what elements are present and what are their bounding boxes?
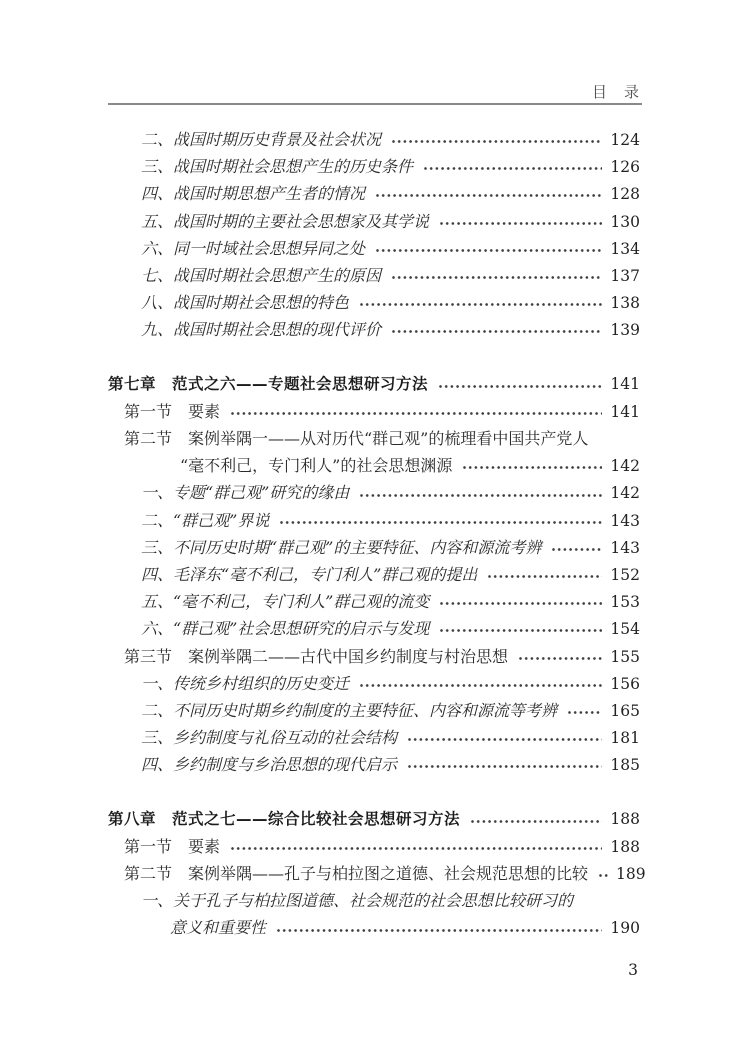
toc-entry-page: 181 <box>610 729 640 748</box>
dot-leader <box>375 247 602 254</box>
footer-page-number: 3 <box>628 961 638 979</box>
toc-entry-title: 四、战国时期思想产生者的情况 <box>141 184 366 204</box>
toc-entry-title: 一、专题“群己观”研究的缘由 <box>141 483 350 503</box>
dot-leader <box>470 818 602 825</box>
toc-entry-title: 八、战国时期社会思想的特色 <box>141 293 350 313</box>
toc-entry-page: 124 <box>610 131 640 149</box>
toc-entry-title: 六、“群己观”社会思想研究的启示与发现 <box>141 619 430 639</box>
dot-leader <box>359 682 602 689</box>
dot-leader <box>230 410 602 417</box>
toc-entry-title: 九、战国时期社会思想的现代评价 <box>141 320 382 340</box>
dot-leader <box>391 274 602 281</box>
header-rule <box>108 103 642 105</box>
toc-entry-page: 142 <box>610 457 640 476</box>
toc-entry <box>108 507 640 534</box>
toc-entry <box>108 914 640 941</box>
toc-entry <box>108 180 640 207</box>
dot-leader <box>439 600 602 607</box>
toc-entry-page: 143 <box>610 511 640 530</box>
toc-entry <box>108 561 640 588</box>
dot-leader <box>423 165 602 172</box>
toc-entry-page: 153 <box>610 593 640 612</box>
toc-entry-title: 三、战国时期社会思想产生的历史条件 <box>141 157 414 177</box>
toc-entry <box>108 262 640 289</box>
toc-entry <box>108 860 646 887</box>
page-footer <box>108 958 638 982</box>
toc-entry-title: 七、战国时期社会思想产生的原因 <box>141 265 382 285</box>
toc-entry-page: 134 <box>610 239 640 258</box>
toc-entry-title: 第七章 范式之六——专题社会思想研习方法 <box>108 374 429 393</box>
toc-entry-page: 155 <box>610 647 640 666</box>
toc-entry-page: 188 <box>610 809 640 828</box>
dot-leader <box>462 464 602 471</box>
dot-leader <box>407 736 602 743</box>
toc-entry <box>108 806 640 833</box>
dot-leader <box>391 328 602 335</box>
toc-entry <box>108 697 640 724</box>
toc-entry <box>108 289 640 316</box>
dot-leader <box>438 383 602 390</box>
dot-leader <box>567 709 602 716</box>
toc-entry <box>108 425 640 452</box>
toc-entry-page: 156 <box>610 674 640 693</box>
dot-leader <box>276 927 602 934</box>
toc-entry <box>108 316 640 343</box>
toc-entry <box>108 887 640 914</box>
dot-leader <box>375 192 602 199</box>
dot-leader <box>359 492 602 499</box>
toc-entry <box>108 751 640 778</box>
toc-entry <box>108 371 640 398</box>
toc-entry-title: 一、传统乡村组织的历史变迁 <box>141 673 350 693</box>
toc-entry-page: 142 <box>610 484 640 503</box>
toc-entry-title: 四、毛泽东“毫不利己，专门利人”群己观的提出 <box>141 565 478 584</box>
toc-entry-title: 第二节 案例举隅——孔子与柏拉图之道德、社会规范思想的比较 <box>124 864 589 884</box>
toc-entry-page: 138 <box>610 294 640 313</box>
toc-entry-page: 137 <box>610 266 640 285</box>
toc-entry <box>108 398 640 425</box>
toc-entry <box>108 208 640 235</box>
toc-entry-page: 141 <box>610 374 640 393</box>
toc-entry-page: 126 <box>610 158 640 177</box>
header-title: 目 录 <box>591 83 640 101</box>
toc-entry <box>108 153 640 180</box>
dot-leader <box>230 845 602 852</box>
toc-entry-title: 五、“毫不利己，专门利人”群己观的流变 <box>141 592 430 612</box>
toc-entry <box>108 588 640 615</box>
dot-leader <box>439 627 602 634</box>
toc-entry-title: 六、同一时域社会思想异同之处 <box>141 238 366 258</box>
toc-entry-title: 三、不同历史时期“群己观”的主要特征、内容和源流考辨 <box>141 537 542 557</box>
toc-entry-page: 143 <box>610 538 640 557</box>
dot-leader <box>598 872 608 879</box>
toc-entry <box>108 534 640 561</box>
toc-entry-page: 185 <box>610 756 640 775</box>
dot-leader <box>279 519 602 526</box>
toc-entry-title: 第二节 案例举隅一——从对历代“群己观”的梳理看中国共产党人 <box>124 429 589 449</box>
toc-entry-title: 第三节 案例举隅二——古代中国乡约制度与村治思想 <box>124 646 509 666</box>
toc-entry-title: 五、战国时期的主要社会思想家及其学说 <box>141 211 430 231</box>
toc-entry-title: “毫不利己，专门利人”的社会思想渊源 <box>180 456 453 476</box>
toc-entry <box>108 615 640 642</box>
toc-entry-title: 四、乡约制度与乡治思想的现代启示 <box>141 755 398 775</box>
toc-entry-title: 二、“群己观”界说 <box>141 510 270 530</box>
toc-entry-title: 二、不同历史时期乡约制度的主要特征、内容和源流等考辨 <box>141 700 558 720</box>
toc-entry-page: 128 <box>610 185 640 204</box>
toc-entry-page: 141 <box>610 402 640 421</box>
toc-entry <box>108 479 640 506</box>
toc-list <box>108 126 646 942</box>
toc-entry-page: 152 <box>610 566 640 584</box>
toc-entry <box>108 833 640 860</box>
toc-entry-title: 三、乡约制度与礼俗互动的社会结构 <box>141 728 398 748</box>
toc-entry <box>108 670 640 697</box>
dot-leader <box>487 573 602 580</box>
toc-entry-page: 188 <box>610 837 640 856</box>
toc-entry-title: 意义和重要性 <box>170 918 267 938</box>
dot-leader <box>391 138 602 145</box>
toc-entry <box>108 643 640 670</box>
dot-leader <box>359 301 602 308</box>
toc-entry-page: 139 <box>610 321 640 340</box>
toc-entry <box>108 452 640 479</box>
dot-leader <box>439 220 602 227</box>
dot-leader <box>518 655 602 662</box>
toc-entry-page: 130 <box>610 212 640 231</box>
toc-entry-title: 一、关于孔子与柏拉图道德、社会规范的社会思想比较研习的 <box>141 891 574 911</box>
dot-leader <box>407 763 602 770</box>
toc-entry-title: 第一节 要素 <box>124 836 221 856</box>
toc-entry <box>108 724 640 751</box>
toc-entry-page: 190 <box>610 919 640 938</box>
toc-entry-title: 第一节 要素 <box>124 401 221 421</box>
dot-leader <box>551 546 602 553</box>
page-header <box>108 82 640 102</box>
toc-entry-page: 154 <box>610 620 640 639</box>
toc-entry-page: 165 <box>610 701 640 720</box>
toc-entry-page: 189 <box>616 865 646 884</box>
toc-entry-title: 第八章 范式之七——综合比较社会思想研习方法 <box>108 809 461 828</box>
toc-entry <box>108 126 640 153</box>
toc-entry <box>108 235 640 262</box>
toc-entry-title: 二、战国时期历史背景及社会状况 <box>141 130 382 149</box>
